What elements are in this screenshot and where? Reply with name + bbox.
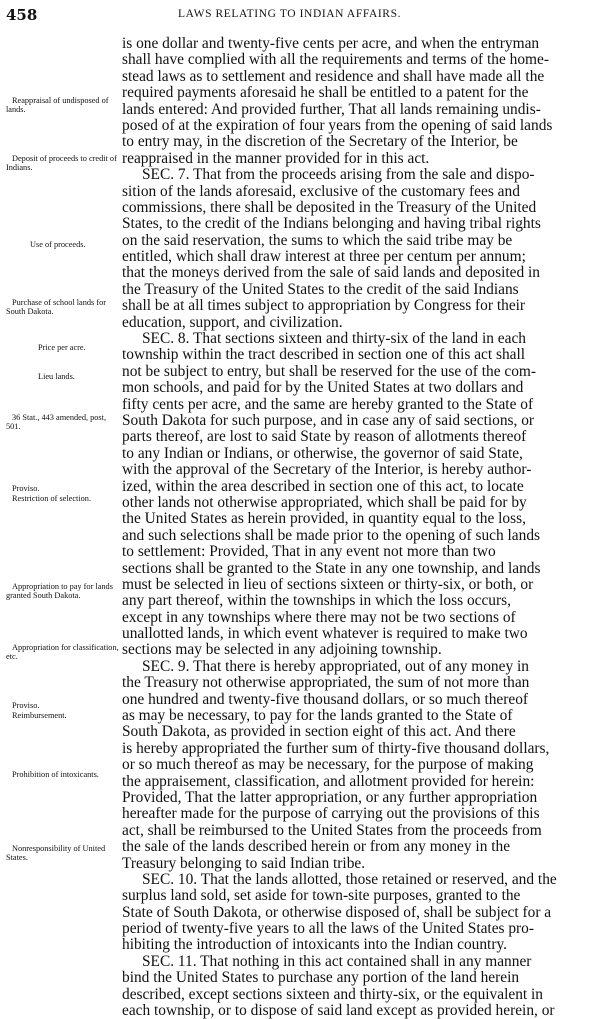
text-line: ized, within the area described in section one of this act, to locate xyxy=(122,478,524,495)
body-text xyxy=(122,36,588,1019)
margin-note: Reappraisal of undisposed of lands. xyxy=(6,96,109,115)
text-line: SEC. 7. That from the proceeds arising from the sale and dispo- xyxy=(142,167,535,184)
margin-note: Proviso. xyxy=(12,484,40,493)
text-line: sition of the lands aforesaid, exclusive of the customary fees and xyxy=(122,183,520,200)
text-line: fifty cents per acre, and the same are hereby granted to the State of xyxy=(122,396,534,413)
margin-note: Nonresponsibility of United States. xyxy=(6,844,106,863)
text-line: the Treasury of the United States to the credit of the said Indians xyxy=(122,281,519,298)
text-line: shall have complied with all the requirements and terms of the home- xyxy=(122,52,549,69)
text-line: unallotted lands, in which event whatever is required to make two xyxy=(122,626,528,643)
margin-note: Deposit of proceeds to credit of Indians. xyxy=(6,154,117,173)
margin-note: Appropriation for classification, etc. xyxy=(6,643,119,662)
text-line: South Dakota for such purpose, and in case any of said sections, or xyxy=(122,412,535,429)
text-line: SEC. 11. That nothing in this act contained shall in any manner xyxy=(142,953,532,970)
text-line: and such selections shall be made prior to the opening of such lands xyxy=(122,527,541,544)
text-line: period of twenty-five years to all the laws of the United States pro- xyxy=(122,921,535,938)
text-line: township within the tract described in section one of this act shall xyxy=(122,347,526,364)
margin-note: Price per acre. xyxy=(38,343,86,352)
text-line: to settlement: Provided, That in any event not more than two xyxy=(122,544,496,561)
text-line: any part thereof, within the townships in which the loss occurs, xyxy=(122,593,511,610)
text-line: the sale of the lands described herein or from any money in the xyxy=(122,839,511,856)
text-line: lands entered: And provided further, That all lands remaining undis- xyxy=(122,101,541,118)
text-line: on the said reservation, the sums to which the said tribe may be xyxy=(122,232,513,249)
text-line: other lands not otherwise appropriated, which shall be paid for by xyxy=(122,494,527,511)
text-line: described, except sections sixteen and thirty-six, or the equivalent in xyxy=(122,986,543,1003)
text-line: South Dakota, as provided in section eight of this act. And there xyxy=(122,724,516,741)
text-line: sections shall be granted to the State in any one township, and lands xyxy=(122,560,541,577)
text-line: stead laws as to settlement and residence and shall have made all the xyxy=(122,68,545,85)
text-line: the appraisement, classification, and allotment provided for herein: xyxy=(122,773,535,790)
page-header xyxy=(0,6,600,26)
text-line: SEC. 10. That the lands allotted, those retained or reserved, and the xyxy=(142,871,557,888)
text-line: parts thereof, are lost to said State by reason of allotments thereof xyxy=(122,429,527,446)
text-line: to entry may, in the discretion of the Secretary of the Interior, be xyxy=(122,134,518,151)
running-title: LAWS RELATING TO INDIAN AFFAIRS. xyxy=(178,8,402,20)
text-line: hereafter made for the purpose of carrying out the provisions of this xyxy=(122,806,540,823)
text-line: surplus land sold, set aside for town-site purposes, granted to the xyxy=(122,888,521,905)
text-line: shall be at all times subject to appropriation by Congress for their xyxy=(122,298,526,315)
text-line: education, support, and civilization. xyxy=(122,314,343,331)
margin-note: Appropriation to pay for lands granted South Dakota. xyxy=(6,582,113,601)
text-line: is one dollar and twenty-five cents per acre, and when the entryman xyxy=(122,36,540,52)
text-line: except in any townships where there may not be two sections of xyxy=(122,609,516,626)
text-line: posed of at the expiration of four years from the opening of said lands xyxy=(122,117,553,134)
text-line: States, to the credit of the Indians belonging and having tribal rights xyxy=(122,216,541,233)
margin-note: Reimbursement. xyxy=(12,711,67,720)
text-line: each township, or to dispose of said land except as provided herein, or xyxy=(122,1003,555,1019)
text-line: mon schools, and paid for by the United States at two dollars and xyxy=(122,380,524,397)
text-line: Provided, That the latter appropriation, or any further appropriation xyxy=(122,789,538,806)
text-line: sections may be selected in any adjoining township. xyxy=(122,642,442,659)
text-line: that the moneys derived from the sale of said lands and deposited in xyxy=(122,265,541,282)
text-line: the Treasury not otherwise appropriated, the sum of not more than xyxy=(122,675,530,692)
text-line: not be subject to entry, but shall be reserved for the use of the com- xyxy=(122,363,536,380)
text-line: or so much thereof as may be necessary, for the purpose of making xyxy=(122,757,534,774)
text-line: as may be necessary, to pay for the lands granted to the State of xyxy=(122,708,513,725)
text-line: act, shall be reimbursed to the United States from the proceeds from xyxy=(122,822,542,839)
text-line: SEC. 9. That there is hereby appropriated, out of any money in xyxy=(142,658,529,675)
text-line: reappraised in the manner provided for in this act. xyxy=(122,150,430,167)
margin-note: Purchase of school lands for South Dakota. xyxy=(6,298,107,317)
margin-note: Prohibition of intoxicants. xyxy=(12,770,99,779)
text-line: hibiting the introduction of intoxicants into the Indian country. xyxy=(122,937,507,954)
text-line: the United States as herein provided, in quantity equal to the loss, xyxy=(122,511,526,528)
text-line: with the approval of the Secretary of the Interior, is hereby author- xyxy=(122,462,532,479)
margin-note: Restriction of selection. xyxy=(12,494,92,503)
text-line: bind the United States to purchase any portion of the land herein xyxy=(122,970,520,987)
margin-note: Use of proceeds. xyxy=(30,240,86,249)
text-line: commissions, there shall be deposited in the Treasury of the United xyxy=(122,199,537,216)
margin-note: Lieu lands. xyxy=(38,372,75,381)
text-line: is hereby appropriated the further sum of thirty-five thousand dollars, xyxy=(122,740,550,757)
margin-note: Proviso. xyxy=(12,701,40,710)
text-line: to any Indian or Indians, or otherwise, the governor of said State, xyxy=(122,445,523,462)
text-line: must be selected in lieu of sections sixteen or thirty-six, or both, or xyxy=(122,576,534,593)
text-line: Treasury belonging to said Indian tribe. xyxy=(122,855,366,872)
text-line: required payments aforesaid he shall be entitled to a patent for the xyxy=(122,85,529,102)
margin-note: 36 Stat., 443 amended, post, 501. xyxy=(6,413,107,432)
text-line: one hundred and twenty-five thousand dollars, or so much thereof xyxy=(122,691,529,708)
text-line: entitled, which shall draw interest at three per centum per annum; xyxy=(122,249,526,266)
text-line: SEC. 8. That sections sixteen and thirty-six of the land in each xyxy=(142,331,526,348)
text-line: State of South Dakota, or otherwise disposed of, shall be subject for a xyxy=(122,904,552,921)
page-number: 458 xyxy=(6,6,38,24)
